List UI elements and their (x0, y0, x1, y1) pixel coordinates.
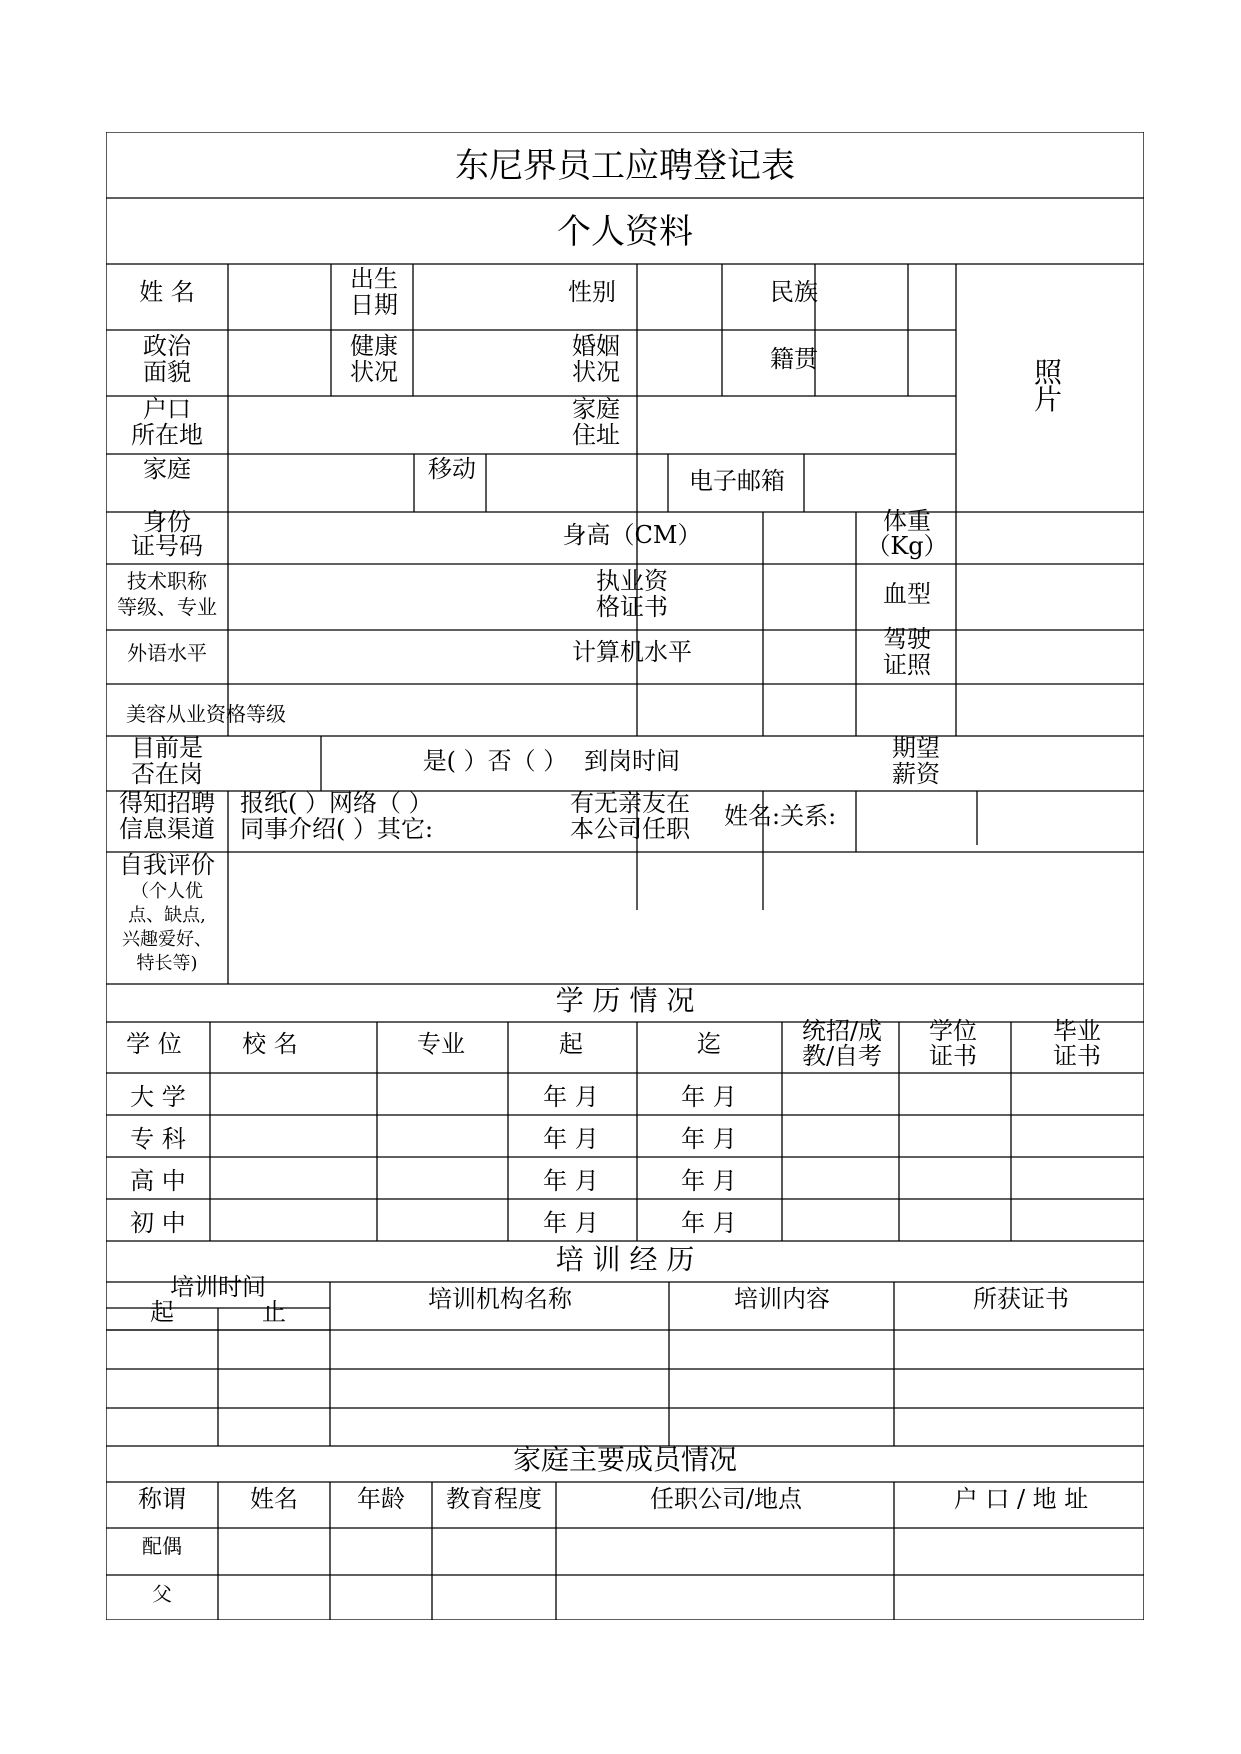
label-marital-1: 婚姻 (572, 332, 620, 360)
label-health-2: 状况 (350, 358, 398, 386)
label-driving-2: 证照 (883, 651, 931, 679)
edu-header-degree-cert-1: 学位 (929, 1017, 977, 1045)
label-name: 姓 名 (139, 278, 195, 306)
edu-row-highschool: 高 中 (130, 1167, 186, 1195)
label-language: 外语水平 (127, 641, 207, 665)
edu-year-month: 年 月 (543, 1083, 599, 1111)
employed-options: 是( ）否（ ） (422, 747, 568, 775)
label-relatives-2: 本公司任职 (570, 815, 690, 843)
family-header-age: 年龄 (357, 1485, 405, 1513)
family-header-name: 姓名 (250, 1485, 298, 1513)
label-channel-1: 得知招聘 (119, 789, 215, 817)
label-address-2: 住址 (572, 421, 620, 449)
edu-row-middleschool: 初 中 (130, 1209, 186, 1237)
label-gender: 性别 (568, 278, 616, 306)
family-header-relation: 称谓 (138, 1485, 186, 1513)
edu-header-degree: 学 位 (126, 1030, 182, 1058)
section-education-title: 学 历 情 况 (555, 984, 695, 1017)
edu-header-type-2: 教/自考 (801, 1042, 883, 1070)
edu-row-college: 专 科 (130, 1125, 186, 1153)
label-license-2: 格证书 (596, 593, 668, 621)
registration-form (106, 132, 1144, 1620)
edu-header-school: 校 名 (242, 1030, 298, 1058)
edu-header-grad-cert-2: 证书 (1053, 1042, 1101, 1070)
label-beauty-level: 美容从业资格等级 (126, 702, 286, 726)
label-employed-1: 目前是 (131, 734, 203, 762)
channel-options-1: 报纸( ）网络（ ） (240, 789, 433, 817)
label-birth-1: 出生 (350, 265, 398, 293)
label-marital-2: 状况 (572, 358, 620, 386)
edu-year-month: 年 月 (543, 1167, 599, 1195)
label-title-level-1: 技术职称 (127, 569, 207, 593)
label-salary-2: 薪资 (892, 760, 940, 788)
family-row-father: 父 (152, 1582, 172, 1606)
label-ethnicity: 民族 (770, 278, 818, 306)
label-hukou-2: 所在地 (131, 421, 203, 449)
label-photo-2: 片 (1033, 383, 1063, 416)
label-channel-2: 信息渠道 (119, 815, 215, 843)
training-content-header: 培训内容 (734, 1285, 830, 1313)
edu-header-end: 迄 (697, 1030, 721, 1058)
label-home-phone: 家庭 (143, 455, 191, 483)
training-start-header: 起 (150, 1298, 174, 1326)
label-address-1: 家庭 (572, 395, 620, 423)
edu-year-month: 年 月 (543, 1209, 599, 1237)
edu-year-month: 年 月 (681, 1167, 737, 1195)
edu-header-grad-cert-1: 毕业 (1053, 1017, 1101, 1045)
edu-header-type-1: 统招/成 (801, 1017, 883, 1045)
edu-header-degree-cert-2: 证书 (929, 1042, 977, 1070)
edu-year-month: 年 月 (681, 1125, 737, 1153)
edu-year-month: 年 月 (681, 1083, 737, 1111)
form-grid-lines (106, 132, 1144, 1620)
self-eval-note-3: 兴趣爱好、 (122, 929, 212, 950)
training-time-header: 培训时间 (170, 1273, 266, 1301)
family-header-company: 任职公司/地点 (649, 1485, 803, 1513)
label-hukou-1: 户口 (143, 395, 191, 423)
self-eval-note-2: 点、缺点, (128, 905, 206, 926)
family-row-spouse: 配偶 (142, 1534, 182, 1558)
label-id-2: 证号码 (131, 532, 203, 560)
self-eval-note-1: （个人优 (131, 881, 203, 902)
label-mobile: 移动 (428, 455, 476, 483)
label-birth-2: 日期 (350, 291, 398, 319)
label-salary-1: 期望 (892, 734, 940, 762)
training-end-header: 止 (262, 1298, 286, 1326)
label-height: 身高（CM） (562, 521, 702, 549)
label-employed-2: 否在岗 (131, 760, 203, 788)
label-political-1: 政治 (143, 332, 191, 360)
family-header-education: 教育程度 (446, 1485, 542, 1513)
label-license-1: 执业资 (596, 567, 668, 595)
label-self-eval: 自我评价 (119, 851, 215, 879)
family-header-address: 户 口 / 地 址 (953, 1485, 1089, 1513)
label-political-2: 面貌 (143, 358, 191, 386)
section-personal-title: 个人资料 (557, 212, 693, 252)
label-native: 籍贯 (770, 345, 818, 373)
relatives-fill: 姓名:关系: (724, 802, 837, 830)
label-weight-2: （Kg） (866, 532, 948, 560)
label-relatives-1: 有无亲友在 (570, 789, 690, 817)
training-institution-header: 培训机构名称 (428, 1285, 572, 1313)
self-eval-note-4: 特长等) (136, 953, 198, 974)
edu-header-start: 起 (559, 1030, 583, 1058)
label-weight-1: 体重 (883, 507, 931, 535)
edu-header-major: 专业 (417, 1030, 465, 1058)
label-health-1: 健康 (350, 332, 398, 360)
label-id-1: 身份 (143, 508, 191, 536)
label-email: 电子邮箱 (689, 467, 785, 495)
edu-year-month: 年 月 (543, 1125, 599, 1153)
label-blood: 血型 (883, 580, 931, 608)
label-driving-1: 驾驶 (883, 625, 931, 653)
section-training-title: 培 训 经 历 (555, 1243, 695, 1276)
edu-row-university: 大 学 (130, 1083, 186, 1111)
channel-options-2: 同事介绍( ）其它: (240, 815, 434, 843)
label-title-level-2: 等级、专业 (117, 595, 217, 619)
edu-year-month: 年 月 (681, 1209, 737, 1237)
section-family-title: 家庭主要成员情况 (512, 1443, 738, 1476)
label-photo-1: 照 (1033, 356, 1063, 389)
label-computer: 计算机水平 (572, 638, 692, 666)
label-arrival: 到岗时间 (584, 747, 680, 775)
training-certificate-header: 所获证书 (973, 1285, 1069, 1313)
form-title: 东尼界员工应聘登记表 (455, 146, 795, 186)
